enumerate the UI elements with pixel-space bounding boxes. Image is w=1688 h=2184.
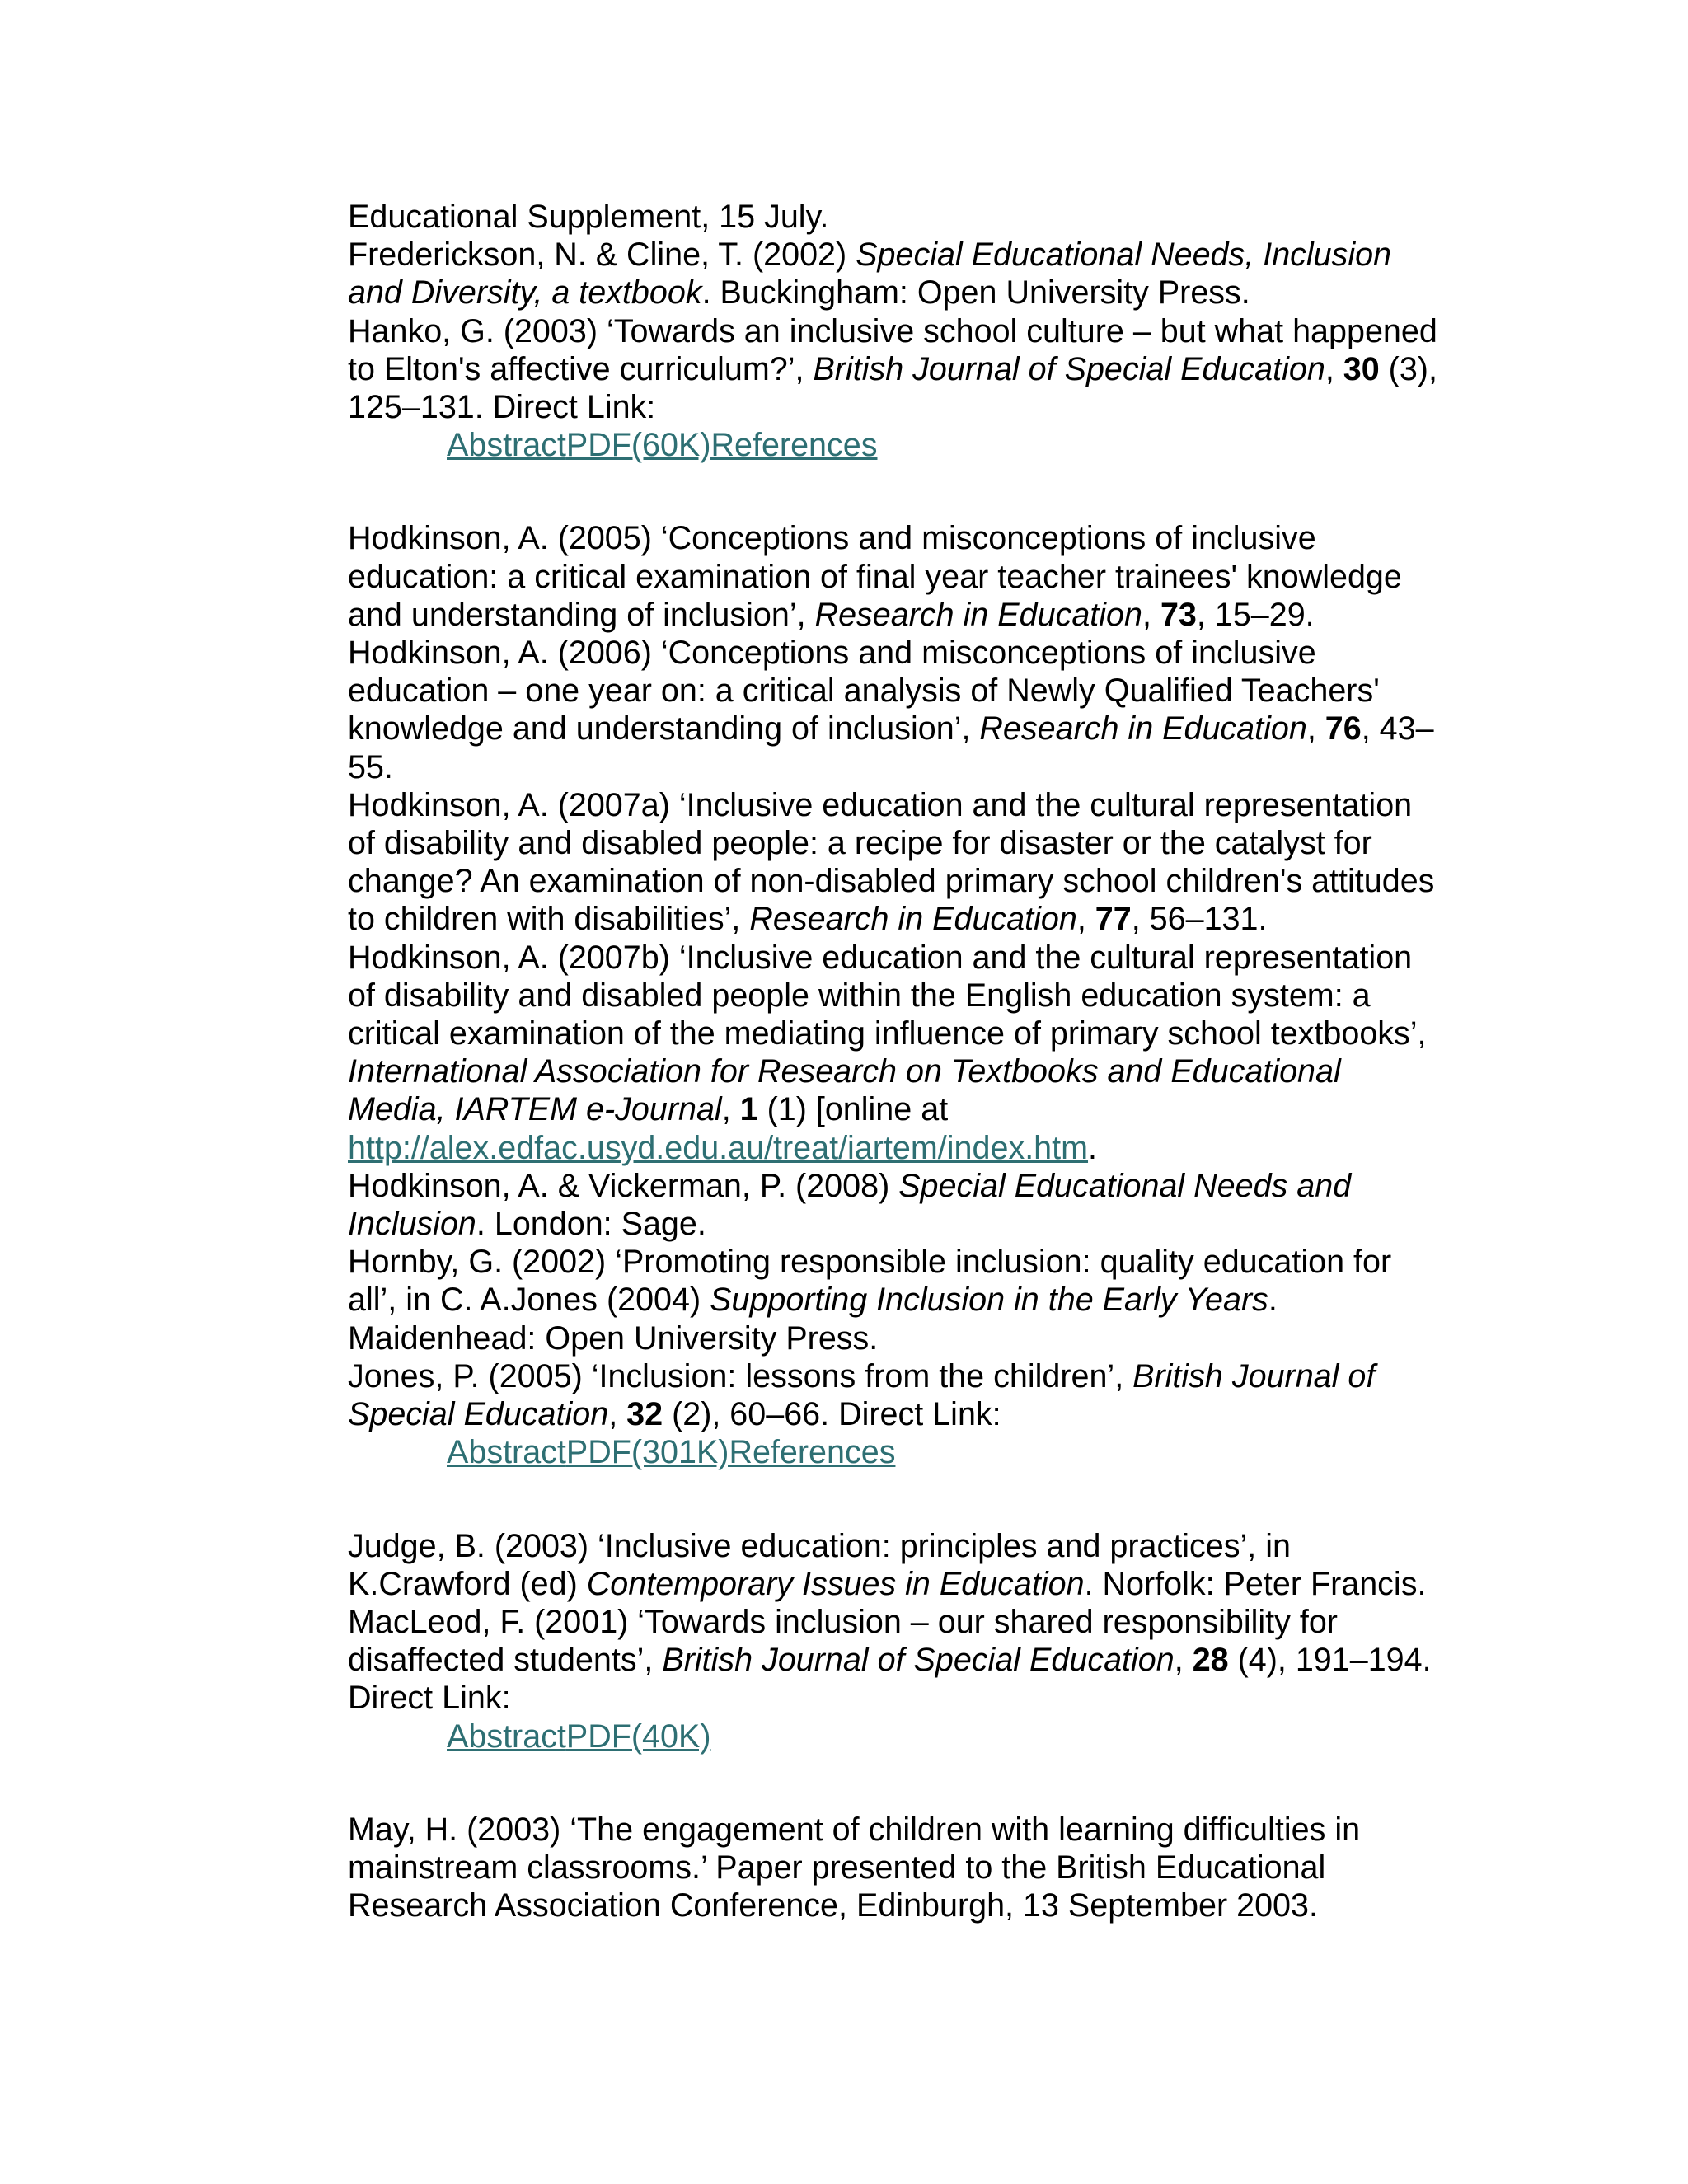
reference-url-link[interactable]: http://alex.edfac.usyd.edu.au/treat/iartem/index.htm: [348, 1129, 1089, 1166]
reference-volume: 77: [1095, 901, 1132, 938]
reference-text: Jones, P. (2005) ‘Inclusion: lessons from the children’,: [348, 1357, 1133, 1394]
reference-entry-judge-2003: [348, 1527, 1444, 1603]
reference-entry-hanko-2003: [348, 312, 1444, 427]
reference-volume: 28: [1192, 1642, 1229, 1679]
reference-title: Special Educational Needs and Inclusion: [348, 1167, 1352, 1243]
reference-text: ,: [1325, 350, 1343, 387]
reference-text: Judge, B. (2003) ‘Inclusive education: principles and practices’, in K.Crawford (ed): [348, 1527, 1291, 1602]
direct-links-hanko-2003: [348, 426, 1444, 464]
reference-text: Hanko, G. (2003) ‘Towards an inclusive school culture – but what happened to Elton's affective curriculum?’,: [348, 312, 1437, 387]
reference-title: Contemporary Issues in Education: [586, 1565, 1085, 1602]
reference-entry-frederickson-2002: [348, 236, 1444, 312]
reference-title: Supporting Inclusion in the Early Years: [710, 1282, 1268, 1319]
reference-entry-hodkinson-2007a: [348, 786, 1444, 939]
spacer: [348, 1472, 1444, 1527]
direct-link-abstract[interactable]: Abstract: [447, 1718, 566, 1755]
direct-links-jones-2005: [348, 1433, 1444, 1471]
reference-entry-tes-tail: [348, 198, 1444, 236]
direct-link-pdf-60k[interactable]: PDF(60K): [565, 427, 711, 464]
reference-text: ,: [1076, 901, 1095, 938]
reference-text: ,: [1306, 710, 1325, 748]
direct-link-abstract[interactable]: Abstract: [447, 1434, 566, 1471]
reference-volume: 1: [739, 1091, 758, 1128]
spacer: [348, 1755, 1444, 1811]
direct-link-pdf-40k[interactable]: PDF(40K): [565, 1718, 711, 1755]
reference-text: Hornby, G. (2002) ‘Promoting responsible inclusion: quality education for all’, in C. A.Jones (2004): [348, 1244, 1392, 1319]
reference-title: British Journal of Special Education: [662, 1642, 1175, 1679]
reference-entry-macleod-2001: [348, 1603, 1444, 1718]
reference-list: [348, 198, 1444, 1924]
reference-text: Hodkinson, A. (2007b) ‘Inclusive education and the cultural representation of disability and disabled people within the English education system: a critical examination of the mediating influence of primary school textbooks’,: [348, 939, 1427, 1052]
reference-text: . Maidenhead: Open University Press.: [348, 1282, 1278, 1357]
reference-volume: 32: [626, 1396, 663, 1433]
reference-text: Educational Supplement, 15 July.: [348, 199, 829, 235]
reference-text: (3), 125–131. Direct Link:: [348, 350, 1437, 426]
direct-link-abstract[interactable]: Abstract: [447, 427, 566, 464]
reference-text: Hodkinson, A. (2005) ‘Conceptions and misconceptions of inclusive education: a critical examination of final year teacher trainees' knowledge and understanding of inclusion’,: [348, 520, 1402, 633]
reference-title: International Association for Research on Textbooks and Educational Media, IARTEM e-Journal: [348, 1053, 1341, 1128]
reference-entry-hodkinson-2006: [348, 634, 1444, 786]
reference-text: , 56–131.: [1131, 901, 1268, 938]
reference-text: (4), 191–194. Direct Link:: [348, 1642, 1432, 1717]
reference-title: British Journal of Special Education: [348, 1357, 1376, 1433]
reference-text: . Buckingham: Open University Press.: [701, 274, 1250, 312]
direct-link-pdf-301k[interactable]: PDF(301K): [565, 1434, 729, 1471]
reference-text: Frederickson, N. & Cline, T. (2002): [348, 237, 856, 274]
reference-text: MacLeod, F. (2001) ‘Towards inclusion – our shared responsibility for disaffected students’,: [348, 1603, 1338, 1679]
reference-text: ,: [1142, 596, 1160, 633]
reference-text: . Norfolk: Peter Francis.: [1084, 1565, 1427, 1602]
reference-title: British Journal of Special Education: [813, 350, 1325, 387]
reference-entry-may-2003: [348, 1811, 1444, 1925]
reference-volume: 76: [1325, 710, 1362, 748]
reference-text: Hodkinson, A. & Vickerman, P. (2008): [348, 1167, 899, 1204]
direct-links-macleod-2001: [348, 1718, 1444, 1755]
reference-entry-hodkinson-vickerman-2008: [348, 1167, 1444, 1243]
reference-entry-jones-2005: [348, 1357, 1444, 1433]
reference-entry-hornby-2002: [348, 1243, 1444, 1357]
reference-text: , 15–29.: [1196, 596, 1315, 633]
reference-title: Research in Education: [814, 596, 1142, 633]
reference-text: (2), 60–66. Direct Link:: [663, 1396, 1001, 1433]
reference-text: ,: [1174, 1642, 1193, 1679]
reference-entry-hodkinson-2007b: [348, 939, 1444, 1167]
reference-text: . London: Sage.: [476, 1206, 706, 1243]
reference-text: , 43–55.: [348, 710, 1434, 785]
reference-title: Special Educational Needs, Inclusion and Diversity, a textbook: [348, 237, 1392, 312]
reference-text: Hodkinson, A. (2006) ‘Conceptions and misconceptions of inclusive education – one year on: a critical analysis of Newly Qualified Teachers' knowledge and understanding of inclusion’,: [348, 635, 1380, 748]
reference-text: Hodkinson, A. (2007a) ‘Inclusive education and the cultural representation of disability and disabled people: a recipe for disaster or the catalyst for change? An examination of non-disabled primary school children's attitudes to children with disabilities’,: [348, 786, 1435, 938]
reference-text: ,: [608, 1396, 627, 1433]
reference-title: Research in Education: [979, 710, 1307, 748]
direct-link-references[interactable]: References: [729, 1434, 896, 1471]
reference-volume: 30: [1343, 350, 1380, 387]
reference-text: ,: [721, 1091, 740, 1128]
reference-text: .: [1088, 1129, 1098, 1166]
reference-volume: 73: [1160, 596, 1197, 633]
reference-title: Research in Education: [749, 901, 1077, 938]
direct-link-references[interactable]: References: [710, 427, 878, 464]
reference-text: May, H. (2003) ‘The engagement of children with learning difficulties in mainstream classrooms.’ Paper presented to the British Educational Research Association Conference, Edinburgh, 13 September 2003.: [348, 1811, 1361, 1924]
spacer: [348, 464, 1444, 519]
reference-entry-hodkinson-2005: [348, 519, 1444, 634]
reference-text: (1) [online at: [757, 1091, 949, 1128]
